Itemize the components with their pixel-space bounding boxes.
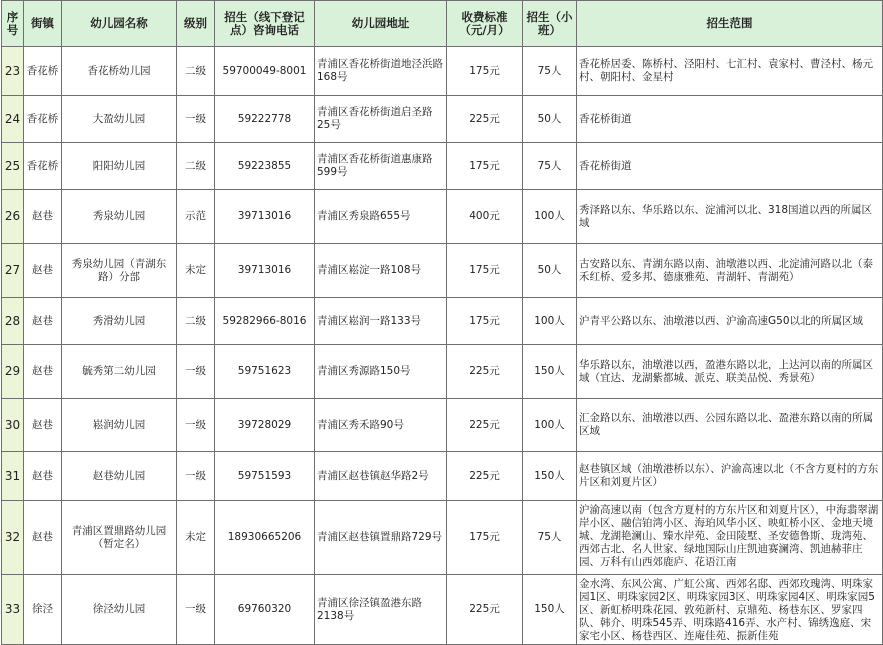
- cell-address: 青浦区赵巷镇置鼎路729号: [315, 501, 447, 575]
- cell-fee: 225元: [447, 96, 523, 143]
- header-fee: 收费标准（元/月）: [447, 1, 523, 47]
- cell-fee: 175元: [447, 143, 523, 190]
- cell-address: 青浦区秀泉路655号: [315, 190, 447, 244]
- cell-phone: 39713016: [215, 190, 315, 244]
- cell-name: 青浦区置鼎路幼儿园（暂定名）: [62, 501, 177, 575]
- cell-name: 崧润幼儿园: [62, 399, 177, 452]
- cell-town: 赵巷: [24, 399, 62, 452]
- table-row: [2, 143, 883, 190]
- cell-scope: 赵巷镇区域（油墩港桥以东）、沪渝高速以北（不含方夏村的方东片区和刘夏片区）: [577, 452, 883, 501]
- cell-phone: 59751623: [215, 345, 315, 399]
- cell-phone: 59223855: [215, 143, 315, 190]
- cell-fee: 175元: [447, 298, 523, 345]
- cell-address: 青浦区崧淀一路108号: [315, 244, 447, 298]
- cell-level: 二级: [177, 298, 215, 345]
- cell-enroll: 100人: [523, 190, 577, 244]
- cell-fee: 400元: [447, 190, 523, 244]
- cell-name: 大盈幼儿园: [62, 96, 177, 143]
- cell-fee: 225元: [447, 399, 523, 452]
- cell-town: 徐泾: [24, 575, 62, 645]
- cell-address: 青浦区秀禾路90号: [315, 399, 447, 452]
- table-row: [2, 298, 883, 345]
- cell-town: 赵巷: [24, 345, 62, 399]
- cell-no: 26: [2, 190, 24, 244]
- cell-no: 29: [2, 345, 24, 399]
- cell-phone: 59222778: [215, 96, 315, 143]
- header-phone: 招生（线下登记点）咨询电话: [215, 1, 315, 47]
- cell-fee: 225元: [447, 575, 523, 645]
- cell-address: 青浦区香花桥街道惠康路599号: [315, 143, 447, 190]
- cell-scope: 香花桥街道: [577, 143, 883, 190]
- table-row: [2, 452, 883, 501]
- cell-level: 二级: [177, 143, 215, 190]
- cell-phone: 59751593: [215, 452, 315, 501]
- cell-no: 27: [2, 244, 24, 298]
- cell-phone: 39728029: [215, 399, 315, 452]
- cell-address: 青浦区秀源路150号: [315, 345, 447, 399]
- cell-no: 23: [2, 47, 24, 96]
- header-enroll: 招生（小班）: [523, 1, 577, 47]
- table-row: [2, 244, 883, 298]
- cell-name: 秀滑幼儿园: [62, 298, 177, 345]
- cell-name: 毓秀第二幼儿园: [62, 345, 177, 399]
- cell-name: 秀泉幼儿园: [62, 190, 177, 244]
- header-row: [2, 1, 883, 47]
- cell-town: 香花桥: [24, 143, 62, 190]
- cell-phone: 69760320: [215, 575, 315, 645]
- cell-enroll: 100人: [523, 298, 577, 345]
- cell-town: 赵巷: [24, 190, 62, 244]
- header-address: 幼儿园地址: [315, 1, 447, 47]
- cell-name: 赵巷幼儿园: [62, 452, 177, 501]
- table-row: [2, 345, 883, 399]
- cell-scope: 古安路以东、青湖东路以南、油墩港以西、北淀浦河路以北（泰禾红桥、爱多邦、德康雅苑、青湖轩、青湖苑）: [577, 244, 883, 298]
- cell-enroll: 150人: [523, 452, 577, 501]
- cell-scope: 沪渝高速以南（包含方夏村的方东片区和刘夏片区），中海翡翠湖岸小区、融信铂湾小区、海珀风华小区、映虹桥小区、金地天境城、龙湖艳澜山、臻水岸苑、金田陵墅、圣安德鲁斯、珑湾苑、西郊古北、名人世家、绿地国际山庄凯迪赛澜湾、凯迪赫菲庄园、万科有山西郊鹿庐、花语江南: [577, 501, 883, 575]
- cell-enroll: 150人: [523, 575, 577, 645]
- cell-address: 青浦区崧润一路133号: [315, 298, 447, 345]
- table-row: [2, 96, 883, 143]
- cell-address: 青浦区徐泾镇盈港东路2138号: [315, 575, 447, 645]
- cell-fee: 225元: [447, 345, 523, 399]
- cell-name: 香花桥幼儿园: [62, 47, 177, 96]
- cell-fee: 175元: [447, 47, 523, 96]
- cell-scope: 沪青平公路以东、油墩港以西、沪渝高速G50以北的所属区域: [577, 298, 883, 345]
- cell-phone: 39713016: [215, 244, 315, 298]
- cell-level: 一级: [177, 96, 215, 143]
- cell-no: 28: [2, 298, 24, 345]
- cell-town: 赵巷: [24, 298, 62, 345]
- table-row: [2, 190, 883, 244]
- table-row: [2, 47, 883, 96]
- table-row: [2, 575, 883, 645]
- cell-name: 徐泾幼儿园: [62, 575, 177, 645]
- cell-address: 青浦区赵巷镇赵华路2号: [315, 452, 447, 501]
- cell-enroll: 75人: [523, 143, 577, 190]
- cell-no: 30: [2, 399, 24, 452]
- table-row: [2, 399, 883, 452]
- cell-town: 香花桥: [24, 96, 62, 143]
- cell-name: 阳阳幼儿园: [62, 143, 177, 190]
- cell-fee: 175元: [447, 501, 523, 575]
- cell-enroll: 150人: [523, 345, 577, 399]
- header-town: 街镇: [24, 1, 62, 47]
- cell-level: 一级: [177, 399, 215, 452]
- header-level: 级别: [177, 1, 215, 47]
- cell-enroll: 100人: [523, 399, 577, 452]
- cell-phone: 59700049-8001: [215, 47, 315, 96]
- cell-no: 32: [2, 501, 24, 575]
- header-scope: 招生范围: [577, 1, 883, 47]
- kindergarten-table: [1, 0, 883, 645]
- cell-no: 33: [2, 575, 24, 645]
- cell-enroll: 50人: [523, 96, 577, 143]
- cell-level: 一级: [177, 575, 215, 645]
- cell-no: 25: [2, 143, 24, 190]
- cell-level: 一级: [177, 345, 215, 399]
- cell-level: 一级: [177, 452, 215, 501]
- cell-town: 赵巷: [24, 452, 62, 501]
- cell-scope: 汇金路以东、油墩港以西、公园东路以北、盈港东路以南的所属区域: [577, 399, 883, 452]
- cell-level: 未定: [177, 501, 215, 575]
- cell-town: 赵巷: [24, 244, 62, 298]
- cell-name: 秀泉幼儿园（青湖东路）分部: [62, 244, 177, 298]
- cell-scope: 香花桥街道: [577, 96, 883, 143]
- header-name: 幼儿园名称: [62, 1, 177, 47]
- cell-no: 24: [2, 96, 24, 143]
- cell-level: 二级: [177, 47, 215, 96]
- header-no: 序号: [2, 1, 24, 47]
- cell-scope: 香花桥居委、陈桥村、泾阳村、七汇村、袁家村、曹泾村、杨元村、朝阳村、金星村: [577, 47, 883, 96]
- cell-no: 31: [2, 452, 24, 501]
- cell-address: 青浦区香花桥街道地泾浜路168号: [315, 47, 447, 96]
- cell-address: 青浦区香花桥街道启圣路25号: [315, 96, 447, 143]
- cell-scope: 华乐路以东，油墩港以西，盈港东路以北，上达河以南的所属区域（宜达、龙湖紫都城、派克、联美品悦、秀景苑）: [577, 345, 883, 399]
- cell-enroll: 75人: [523, 47, 577, 96]
- cell-fee: 175元: [447, 244, 523, 298]
- cell-enroll: 75人: [523, 501, 577, 575]
- cell-scope: 秀泽路以东、华乐路以东、淀浦河以北、318国道以西的所属区域: [577, 190, 883, 244]
- cell-level: 未定: [177, 244, 215, 298]
- cell-enroll: 50人: [523, 244, 577, 298]
- cell-fee: 225元: [447, 452, 523, 501]
- cell-town: 香花桥: [24, 47, 62, 96]
- cell-level: 示范: [177, 190, 215, 244]
- cell-phone: 59282966-8016: [215, 298, 315, 345]
- cell-phone: 18930665206: [215, 501, 315, 575]
- cell-scope: 金水湾、东风公寓、广虹公寓、西郊名邸、西郊玫瑰湾、明珠家园1区、明珠家园2区、明珠家园3区、明珠家园4区、明珠家园5区、新虹桥明珠花园、敦苑新村、京鼎苑、杨巷东区、罗家四队、韩介、明珠545弄、明珠路416弄、水产村、锦绣逸庭、宋家宅小区、杨巷西区、连庵佳苑、振新佳苑: [577, 575, 883, 645]
- cell-town: 赵巷: [24, 501, 62, 575]
- table-row: [2, 501, 883, 575]
